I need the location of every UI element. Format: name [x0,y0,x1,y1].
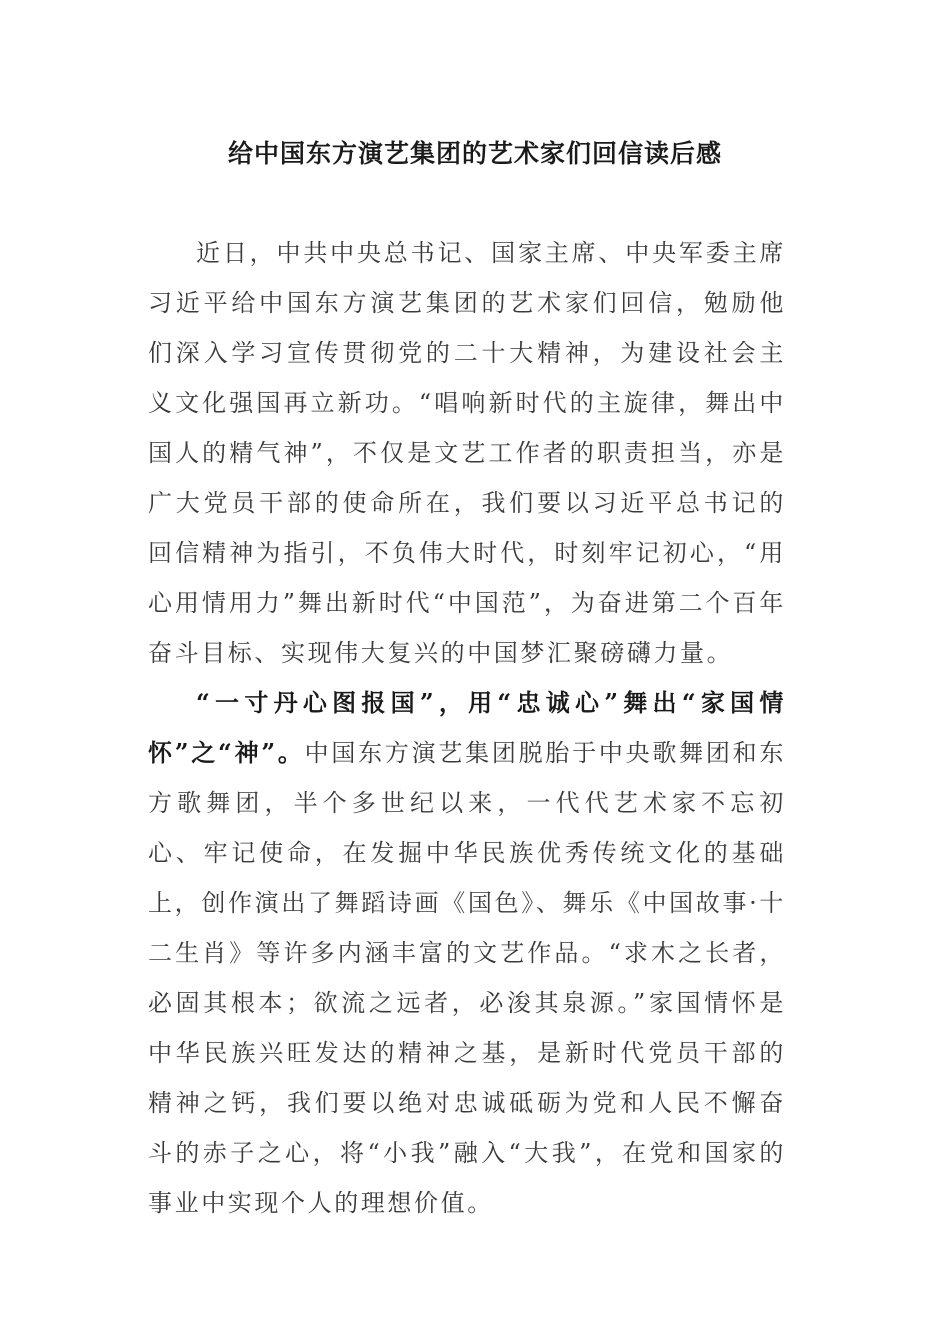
document-body [148,228,786,1228]
document-title: 给中国东方演艺集团的艺术家们回信读后感 [227,139,722,168]
paragraph-text: 近日，中共中央总书记、国家主席、中央军委主席习近平给中国东方演艺集团的艺术家们回信，勉励他们深入学习宣传贯彻党的二十大精神，为建设社会主义文化强国再立新功。“唱响新时代的主旋律，舞出中国人的精气神”，不仅是文艺工作者的职责担当，亦是广大党员干部的使命所在，我们要以习近平总书记的回信精神为指引，不负伟大时代，时刻牢记初心，“用心用情用力”舞出新时代“中国范”，为奋进第二个百年奋斗目标、实现伟大复兴的中国梦汇聚磅礴力量。 [148,239,786,667]
paragraph-loyalty [148,678,786,1228]
paragraph-lead: “一寸丹心图报国”，用“忠诚心”舞出“家国情怀”之“神”。 [148,688,786,767]
paragraph-text: 中国东方演艺集团脱胎于中央歌舞团和东方歌舞团，半个多世纪以来，一代代艺术家不忘初心、牢记使命，在发掘中华民族优秀传统文化的基础上，创作演出了舞蹈诗画《国色》、舞乐《中国故事·十二生肖》等许多内涵丰富的文艺作品。“求木之长者，必固其根本；欲流之远者，必浚其泉源。”家国情怀是中华民族兴旺发达的精神之基，是新时代党员干部的精神之钙，我们要以绝对忠诚砥砺为党和人民不懈奋斗的赤子之心，将“小我”融入“大我”，在党和国家的事业中实现个人的理想价值。 [148,739,786,1217]
paragraph-intro [148,228,786,678]
